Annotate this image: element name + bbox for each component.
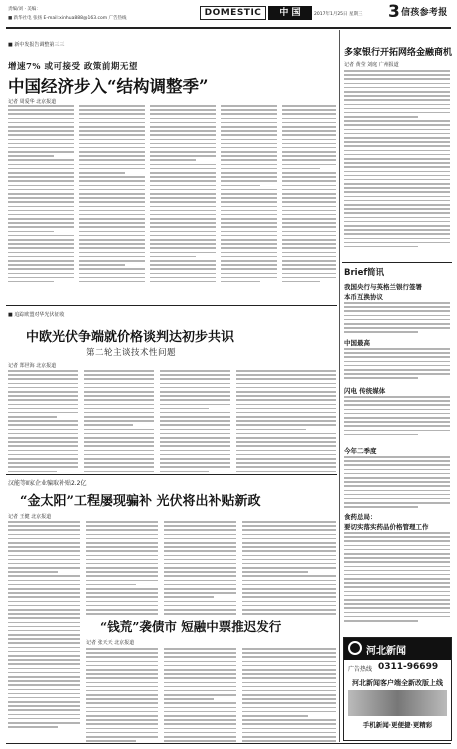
page-number: 3 [388,2,400,22]
brief1-body [344,302,450,336]
lead-col-4 [221,105,277,285]
right-headline: 多家银行开拓网络金融商机 [344,48,453,58]
story3-col-4 [242,521,336,617]
brief3-body [344,396,450,438]
story2-col-4 [236,370,336,475]
editor-line: 责编/刘 · 美编： [8,7,41,12]
column-divider [339,30,340,742]
story4-byline: 记者 张天天 北京报道 [86,640,135,646]
ad-banner: 河北新闻客户端全新改版上线 [352,678,443,687]
story3-byline: 记者 王健 北京报道 [8,514,52,520]
lead-col-5 [282,105,336,285]
date-line: 2017年1月25日 星期三 [314,12,363,17]
masthead-rule [6,27,451,29]
ad-hotline-label: 广告热线 [348,666,373,673]
story3-kicker: 汉能等Ⅱ家企业骗取补贴2.2亿 [8,480,87,487]
lead-col-2 [79,105,145,285]
ad-box[interactable] [343,637,452,741]
lead-byline: 记者 周爱华 北京报道 [8,99,57,105]
brief2-title: 中国最高 [344,339,370,347]
brief-rule [342,262,452,263]
story2-col-3 [160,370,230,475]
page-bottom-rule [6,743,451,744]
brief2-body [344,348,450,382]
ad-slogan: 手机新闻·更便捷·更精彩 [362,721,433,729]
brief1-title: 我国央行与英格兰银行签署 [344,283,422,291]
story4-col-3 [242,648,336,744]
ad-brand: 河北新闻 [366,646,406,657]
story2-headline: 中欧光伏争端就价格谈判达初步共识 [26,330,235,345]
brief4-title: 今年二季度 [344,447,377,455]
story3-headline: “金太阳”工程屡现骗补 光伏将出补贴新政 [20,494,261,509]
brief5-title: 食药总局： [344,513,377,521]
section-label-cn: 中 国 [268,6,312,20]
brief3-title: 闪电 传统媒体 [344,387,386,395]
story3-col-2 [86,521,158,617]
right-story-body [344,70,450,250]
lead-headline: 中国经济步入“结构调整季” [8,77,209,96]
lead-kicker: ■ 新中发报告调整第三三 [8,42,65,48]
sub-line: ■ 新华社电 张扬 E-mail:xinhua888@163.com 广告热线 [8,16,127,21]
story2-col-2 [84,370,154,475]
section-label: DOMESTIC [200,6,266,20]
brief6-title: 要切实落实药品价格管理工作 [344,523,429,531]
ad-header [344,638,451,660]
paper-name: 信孩参考报 [401,8,448,18]
brief6-body [344,532,450,624]
story2-bottom-rule [6,474,337,475]
ad-image [348,690,447,716]
story4-col-1 [86,648,158,744]
right-byline: 记者 黄莹 刘庭 广州报道 [344,62,399,68]
lead-deck: 增速7% 或可接受 政策前期无望 [8,62,138,72]
brief-title: Brief简讯 [344,268,385,278]
story2-subhead: 第二轮主谈技术性问题 [86,348,177,358]
ad-hotline: 0311-96699 [378,662,439,672]
story2-kicker: ■ 追踪欧盟对华光伏征收 [8,312,65,318]
story3-col-1 [8,521,80,730]
lead-bottom-rule [6,305,337,306]
ad-logo-icon [348,641,362,655]
lead-col-1 [8,105,74,285]
lead-col-3 [150,105,216,285]
story2-byline: 记者 郑世海 北京报道 [8,363,57,369]
story3-col-3 [164,521,236,617]
brief1-title-b: 本币互换协议 [344,293,383,301]
story4-headline: “钱荒”袭债市 短融中票推迟发行 [100,619,282,634]
story4-col-2 [164,648,236,744]
story2-col-1 [8,370,78,475]
brief4-body [344,456,450,510]
masthead [0,0,457,28]
